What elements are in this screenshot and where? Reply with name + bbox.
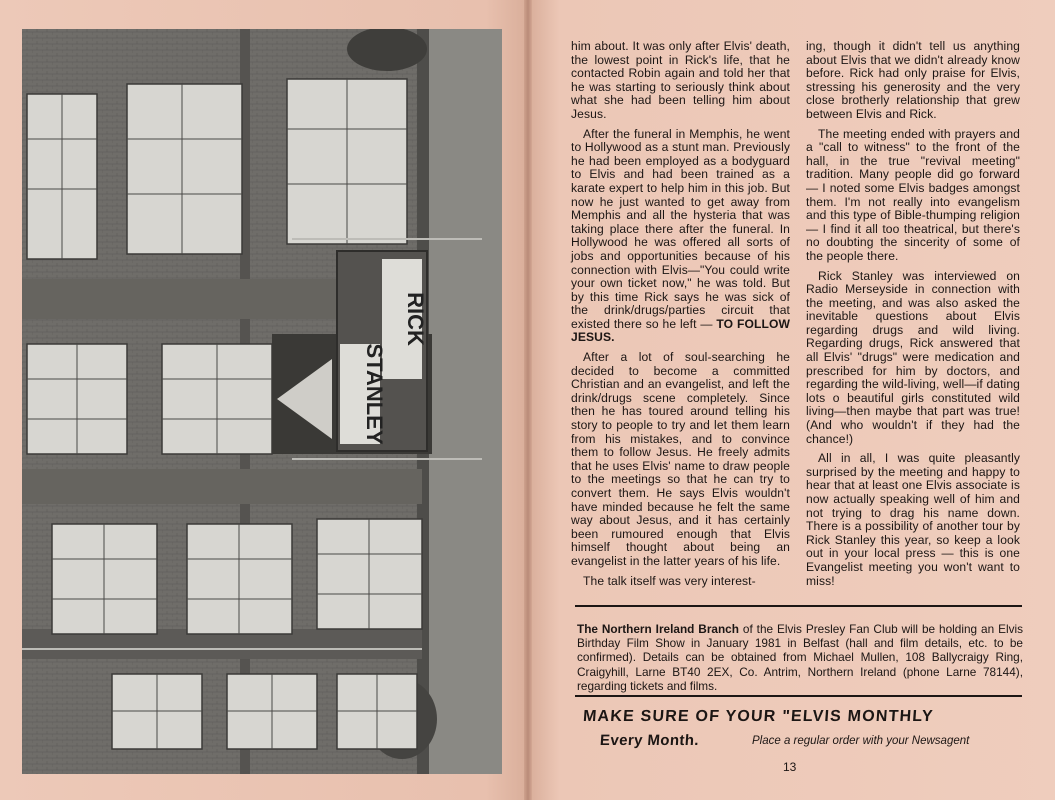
- page-number: 13: [783, 760, 797, 774]
- article-text: After the funeral in Memphis, he went to Hollywood as a stunt man. Previously he had been employed as a bodyguard to Elvis and had been trained as a karate expert to help him in this job. But now he just wanted to get away from Memphis and all the hysteria that was taking place there after the funeral. In Hollywood he was offered all sorts of jobs and opportunities because of his connection with Elvis—"You could write your own ticket now," he was told. But by this time Rick says he was sick of the drink/drugs/parties circuit that existed there so he left —: [571, 126, 790, 331]
- article-paragraph: [571, 128, 790, 346]
- divider-rule: [575, 695, 1022, 697]
- ad-subline: Every Month.: [599, 732, 700, 749]
- page-gutter: [524, 0, 532, 800]
- ad-headline: MAKE SURE OF YOUR "ELVIS MONTHLY: [582, 708, 935, 725]
- article-paragraph: After a lot of soul-searching he decided to become a committed Christian and an evangelist, and left the drink/drugs scene completely. Since then he has toured around telling his story to people to try and let them learn from his mistakes, and to convince them to follow Jesus. He freely admits that he uses Elvis' name to draw people to the meetings so that he can try to convert them. He says Elvis wouldn't have minded because he felt the same way about Jesus, and it has certainly been rumoured enough that Elvis himself thought about being an evangelist in the latter years of his life.: [571, 350, 790, 568]
- notice-heading: The Northern Ireland Branch: [577, 622, 739, 636]
- article-paragraph: The meeting ended with prayers and a "call to witness" to the front of the hall, in the true "revival meeting" tradition. Many people did go forward — I noted some Elvis badges amongst them. I'm not really into evangelism and this type of Bible-thumping religion — I find it all too theatrical, but there's no doubting the sincerity of some of the people there.: [806, 126, 1020, 263]
- follow-jesus-emphasis: TO FOLLOW JESUS.: [571, 316, 790, 345]
- article-column-1: [571, 40, 790, 588]
- photo-icon: [22, 29, 502, 774]
- article-paragraph: The talk itself was very interest-: [583, 573, 756, 588]
- article-paragraph: him about. It was only after Elvis' death, the lowest point in Rick's life, that he contacted Robin again and told her that he was starting to seriously think about what she had been telling him about Jesus.: [571, 39, 790, 121]
- article-paragraph: ing, though it didn't tell us anything about Elvis that we didn't already know before. Rick had only praise for Elvis, stressing his generosity and the very close brotherly relationship that grew between Elvis and Rick.: [806, 39, 1020, 121]
- divider-rule: [575, 605, 1022, 607]
- sign-text-stanley: STANLEY: [362, 343, 387, 445]
- article-paragraph: Rick Stanley was interviewed on Radio Merseyside in connection with the meeting, and was also asked the inevitable questions about Elvis regarding drugs and wild living. Regarding drugs, Rick answered that all Elvis' "drugs" were medication and prescribed for him by doctors, and regarding the wild-living, well—if dating lots o beautiful girls constituted wild living—then maybe that part was true! (And who wouldn't if they had the chance!): [806, 268, 1020, 446]
- article-column-2: [806, 40, 1020, 588]
- article-paragraph: All in all, I was quite pleasantly surprised by the meeting and happy to hear that at least one Elvis associate is now actually speaking well of him and not trying to drag his name down. There is a possibility of another tour by Rick Stanley this year, so keep a look out in your local press — this is one Evangelist meeting you won't want to miss!: [806, 451, 1020, 588]
- building-photo: [22, 29, 502, 774]
- ad-note: Place a regular order with your Newsagent: [752, 735, 970, 747]
- fan-club-notice: [577, 622, 1023, 693]
- sign-text-rick: RICK: [403, 292, 428, 346]
- notice-text: of the Elvis Presley Fan Club will be holding an Elvis Birthday Film Show in January 1981 in Belfast (hall and film details, etc. to be confirmed). Details can be obtained from Michael Mullen, 108 Ballycraigy Ring, Craigyhill, Larne BT40 2EX, Co. Antrim, Northern Ireland (phone Larne 78144), regarding tickets and films.: [577, 622, 1023, 693]
